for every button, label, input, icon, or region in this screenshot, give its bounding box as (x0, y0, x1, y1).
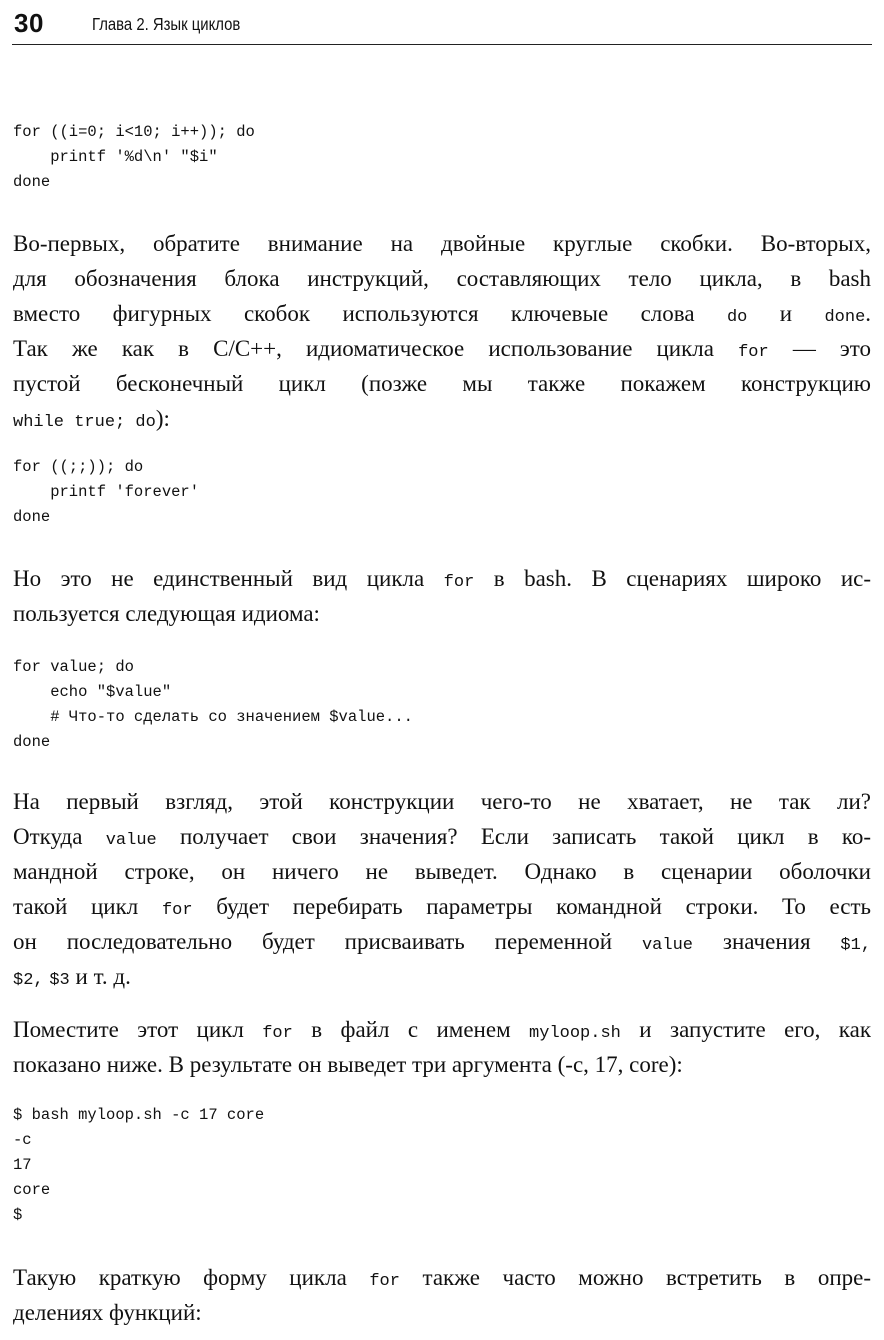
paragraph-function-definitions: Такую краткую форму цикла for также часто можно встретить в опре- делениях функций: (13, 1265, 871, 1325)
chapter-title: Глава 2. Язык циклов (92, 14, 241, 34)
page-number: 30 (14, 8, 44, 38)
paragraph-value-explanation: На первый взгляд, этой конструкции чего-то не хватает, не так ли? Откуда value получает свои значения? Если записать такой цикл в ко- мандной строке, он ничего не выведет. Однако в сценарии оболочки такой цикл for будет перебирать параметры командной строки. То есть он последовательно будет присваивать переменной value значения $1, $2, $3 и т. д. (13, 789, 871, 990)
running-header (12, 6, 872, 45)
code-block-for-value: for value; do echo "$value" # Что-то сделать со значением $value... done (13, 658, 413, 751)
paragraph-myloop: Поместите этот цикл for в файл с именем myloop.sh и запустите его, как показано ниже. В результате он выведет три аргумента (-c, 17, core): (13, 1017, 871, 1077)
paragraph-double-parentheses: Во-первых, обратите внимание на двойные круглые скобки. Во-вторых, для обозначения блока инструкций, составляющих тело цикла, в bash вместо фигурных скобок используются ключевые слова do и done. Так же как в C/C++, идиоматическое использование цикла for — это пустой бесконечный цикл (позже мы также покажем конструкцию while true; do): (13, 231, 871, 432)
code-block-infinite-loop: for ((;;)); do printf 'forever' done (13, 458, 200, 526)
code-block-terminal-output: $ bash myloop.sh -c 17 core -c 17 core $ (13, 1106, 265, 1224)
code-block-for-loop: for ((i=0; i<10; i++)); do printf '%d\n' "$i" done (13, 123, 255, 191)
paragraph-for-idiom: Но это не единственный вид цикла for в bash. В сценариях широко ис- пользуется следующая идиома: (13, 566, 871, 626)
